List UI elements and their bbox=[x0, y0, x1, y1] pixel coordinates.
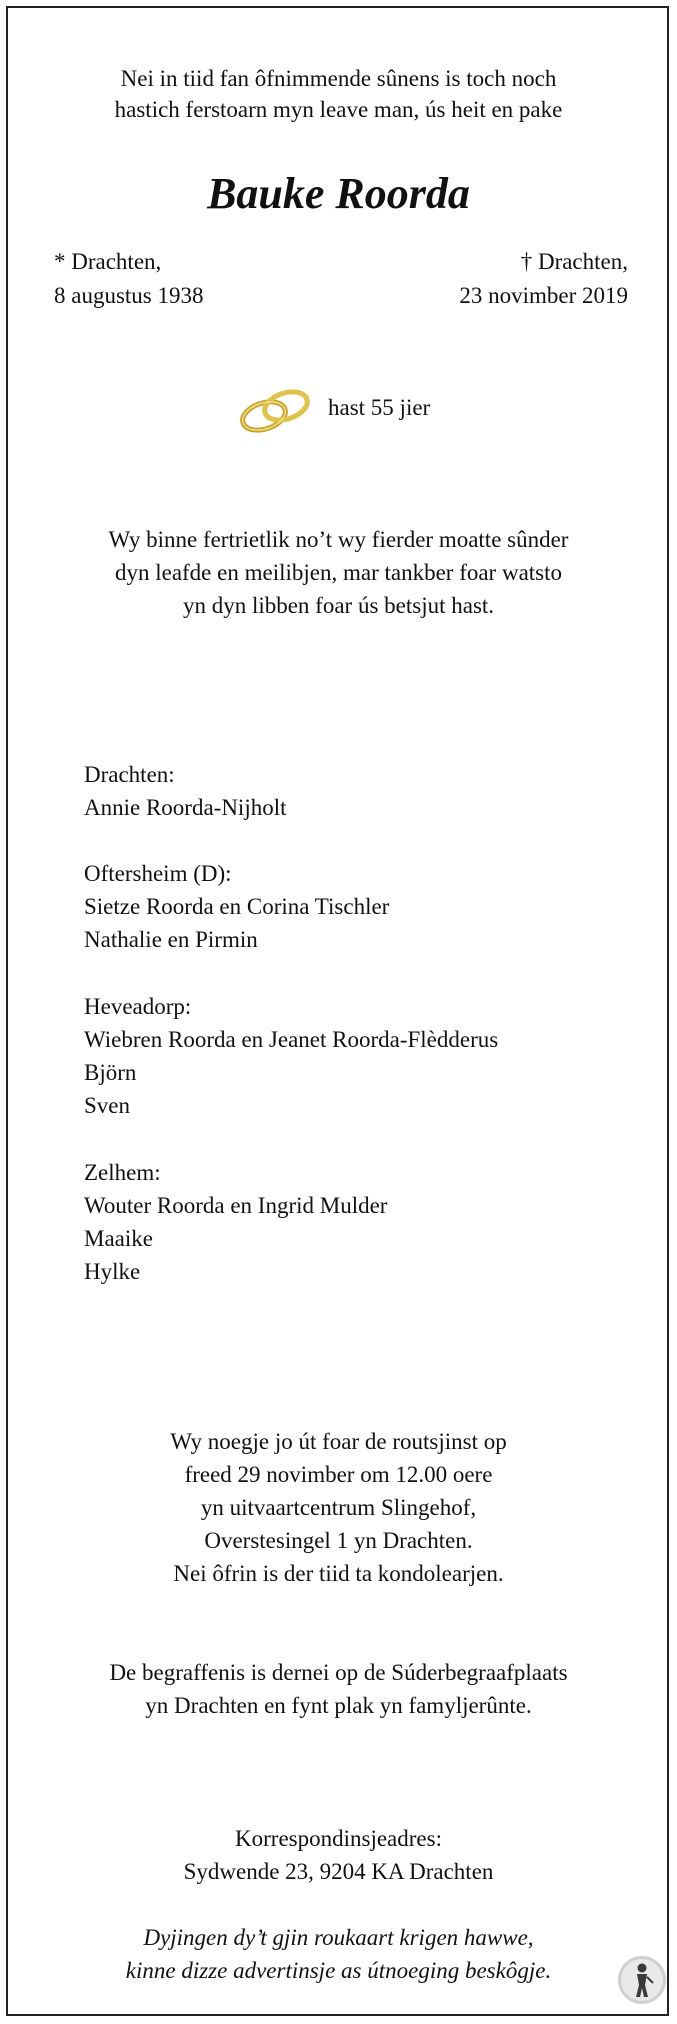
family-member: Björn bbox=[84, 1060, 137, 1085]
closing-line: kinne dizze advertinsje as útnoeging beskôgje. bbox=[125, 1958, 552, 1983]
address-line: Korrespondinsjeadres: bbox=[235, 1826, 442, 1851]
death-place: † Drachten, bbox=[520, 249, 628, 274]
family-member: Nathalie en Pirmin bbox=[84, 927, 258, 952]
family-member: Maaike bbox=[84, 1226, 153, 1251]
intro-line: Nei in tiid fan ôfnimmende sûnens is toch noch bbox=[120, 66, 557, 91]
message-line: Wy binne fertrietlik no’t wy fierder moatte sûnder bbox=[108, 527, 569, 552]
service-line: Overstesingel 1 yn Drachten. bbox=[204, 1528, 473, 1553]
family-member: Sven bbox=[84, 1093, 130, 1118]
family-member: Hylke bbox=[84, 1259, 141, 1284]
family-member: Wouter Roorda en Ingrid Mulder bbox=[84, 1193, 388, 1218]
service-line: yn uitvaartcentrum Slingehof, bbox=[200, 1495, 477, 1520]
family-member: Annie Roorda-Nijholt bbox=[84, 795, 287, 820]
birth-place: * Drachten, bbox=[54, 249, 162, 274]
family-member: Wiebren Roorda en Jeanet Roorda-Flèdderus bbox=[84, 1027, 499, 1052]
service-line: Nei ôfrin is der tiid ta kondolearjen. bbox=[173, 1561, 504, 1586]
family-place: Drachten: bbox=[84, 762, 175, 787]
message-line: yn dyn libben foar ús betsjut hast. bbox=[182, 593, 495, 618]
family-place: Zelhem: bbox=[84, 1160, 161, 1185]
deceased-name: Bauke Roorda bbox=[207, 169, 470, 218]
wedding-rings-icon bbox=[234, 382, 320, 436]
death-date: 23 novimber 2019 bbox=[459, 283, 628, 308]
service-line: Wy noegje jo út foar de routsjinst op bbox=[170, 1429, 507, 1454]
closing-line: Dyjingen dy’t gjin roukaart krigen hawwe, bbox=[143, 1925, 534, 1950]
memorial-logo-icon bbox=[617, 1955, 667, 2005]
intro-line: hastich ferstoarn myn leave man, ús heit en pake bbox=[114, 97, 563, 122]
address-line: Sydwende 23, 9204 KA Drachten bbox=[183, 1859, 494, 1884]
message-line: dyn leafde en meilibjen, mar tankber foar watsto bbox=[114, 560, 563, 585]
burial-line: yn Drachten en fynt plak yn famyljerûnte. bbox=[145, 1693, 532, 1718]
birth-date: 8 augustus 1938 bbox=[54, 283, 204, 308]
marriage-duration: hast 55 jier bbox=[328, 395, 431, 420]
family-member: Sietze Roorda en Corina Tischler bbox=[84, 894, 390, 919]
burial-line: De begraffenis is dernei op de Súderbegraafplaats bbox=[109, 1660, 568, 1685]
family-place: Oftersheim (D): bbox=[84, 861, 232, 886]
service-line: freed 29 novimber om 12.00 oere bbox=[184, 1462, 493, 1487]
family-place: Heveadorp: bbox=[84, 994, 192, 1019]
